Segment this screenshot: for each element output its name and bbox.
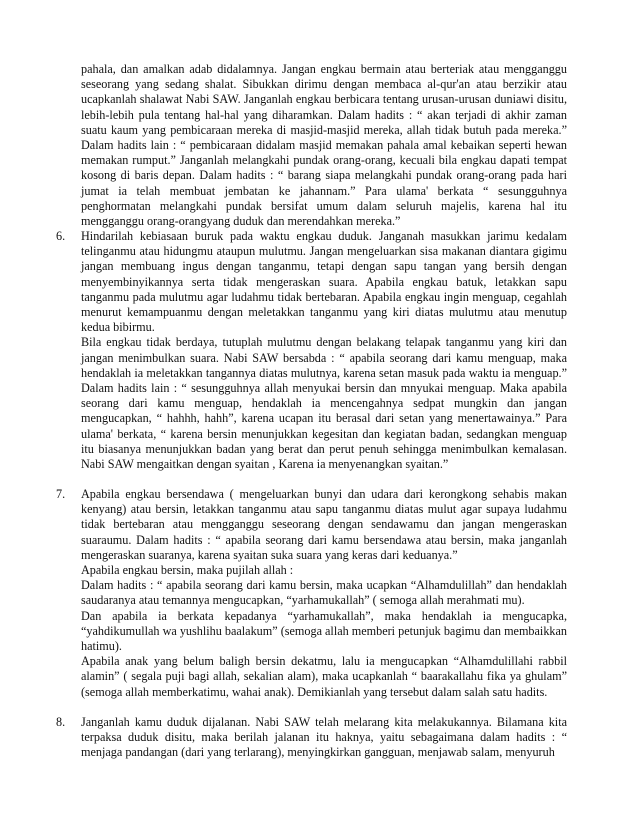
list-item-8 [81, 715, 567, 761]
paragraph-text: Apabila engkau bersin, maka pujilah allah : [81, 563, 294, 578]
paragraph-text: Janganlah kamu duduk dijalanan. Nabi SAW telah melarang kita melakukannya. Bilamana kita terpaksa duduk disitu, maka berilah jalanan itu haknya, yaitu sebagaimana dalam hadits : “ menjaga pandangan (dari yang terlarang), menyingkirkan gangguan, menjawab salam, menyuruh [81, 715, 567, 760]
list-number-7: 7. [56, 487, 66, 501]
paragraph-text: Dalam hadits : “ apabila seorang dari kamu bersin, maka ucapkan “Alhamdulillah” dan hendaklah saudaranya atau temannya mengucapkan, “yarhamukallah” ( semoga allah merahmati mu). [81, 578, 567, 608]
paragraph-text: pahala, dan amalkan adab didalamnya. Jangan engkau bermain atau berteriak atau mengganggu seseorang yang sedang shalat. Sibukkan dirimu dengan membaca al-qur'an atau berzikir atau ucapkanlah shalawat Nabi SAW. Janganlah engkau berbicara tentang urusan-urusan duniawi disitu, lebih-lebih pula tentang hal-hal yang diharamkan. Dalam hadits : “ akan terjadi di akhir zaman suatu kaum yang pembicaraan mereka di masjid-masjid mereka, allah tidak butuh pada mereka.” Dalam hadits lain : “ pembicaraan didalam masjid memakan pahala amal kebaikan seperti hewan memakan rumput.” Janganlah melangkahi pundak orang-orang, kecuali bila engkau dapati tempat kosong di baris depan. Dalam hadits : “ barang siapa melangkahi pundak orang-orang pada hari jumat ia telah membuat jembatan ke jahannam.” Para ulama' berkata “ sesungguhnya penghormatan melangkahi pundak bersifat umum dalam seluruh majelis, karena hal itu mengganggu orang-orangyang duduk dan merendahkan mereka.” [81, 62, 567, 229]
paragraph-text: Dan apabila ia berkata kepadanya “yarhamukallah”, maka hendaklah ia mengucapka, “yahdikumullah wa yushlihu baalakum” (semoga allah memberi petunjuk bagimu dan membaikkan hatimu). [81, 608, 568, 654]
continuation-paragraph [81, 62, 567, 229]
paragraph-text: Apabila engkau bersendawa ( mengeluarkan bunyi dan udara dari kerongkong sehabis makan kenyang) atau bersin, letakkan tanganmu atau sapu tanganmu diatas mulut agar supaya ludahmu tidak bertebaran atau mengganggu seseorang dengan sendawamu dan jangan mengeraskan suaraumu. Dalam hadits : “ apabila seorang dari kamu bersendawa atau bersin, maka janganlah mengeraskan suaranya, karena syaitan suka suara yang keras dari keduanya.” [81, 487, 567, 562]
paragraph-text: Hindarilah kebiasaan buruk pada waktu engkau duduk. Janganah masukkan jarimu kedalam telinganmu atau hidungmu ataupun mulutmu. Jangan mengeluarkan sisa makanan diantara gigimu jangan membuang ingus dengan tanganmu, tetapi dengan sapu tangan yang bersih dengan menyembinyikannya serta tidak mengeraskan suara. Apabila engkau batuk, letakkan sapu tanganmu pada mulutmu agar ludahmu tidak bertebaran. Apabila engkau ingin menguap, cegahlah menurut kemampuanmu dengan meletakkan tanganmu yang kiri diatas mulutmu atau menutup kedua bibirmu. [81, 229, 567, 335]
list-item-7 [81, 487, 567, 700]
paragraph-text: Apabila anak yang belum baligh bersin dekatmu, lalu ia mengucapkan “Alhamdulillahi rabbil alamin” ( segala puji bagi allah, sekalian alam), maka ucapkanlah “ baarakallahu fika ya ghulam” (semoga allah memberkatimu, wahai anak). Demikianlah yang tersebut dalam salah satu hadits. [81, 654, 567, 699]
list-number-8: 8. [56, 715, 66, 729]
list-number-6: 6. [56, 229, 66, 243]
list-item-6 [81, 229, 567, 472]
paragraph-text: Bila engkau tidak berdaya, tutuplah mulutmu dengan belakang telapak tanganmu yang kiri dan jangan menimbulkan suara. Nabi SAW bersabda : “ apabila seorang dari kamu menguap, maka hendaklah ia meletakkan tangannya diatas mulutnya, karena setan masuk pada waktu ia menguap.” Dalam hadits lain : “ sesungguhnya allah menyukai bersin dan mnyukai menguap. Maka apabila seorang dari kamu menguap, hendaklah ia mencengahnya sedpat mungkin dan jangan mengucapkan, “ hahhh, hahh”, karena ucapan itu berasal dari setan yang menertawainya.” Para ulama' berkata, “ karena bersin menunjukkan kegesitan dan kegiatan badan, sedangkan menguap itu biasanya menunjukkan badan yang berat dan perut penuh sehingga menimbulkan kemalasan. Nabi SAW mengaitkan dengan syaitan , Karena ia menyenangkan syaitan.” [81, 335, 567, 472]
